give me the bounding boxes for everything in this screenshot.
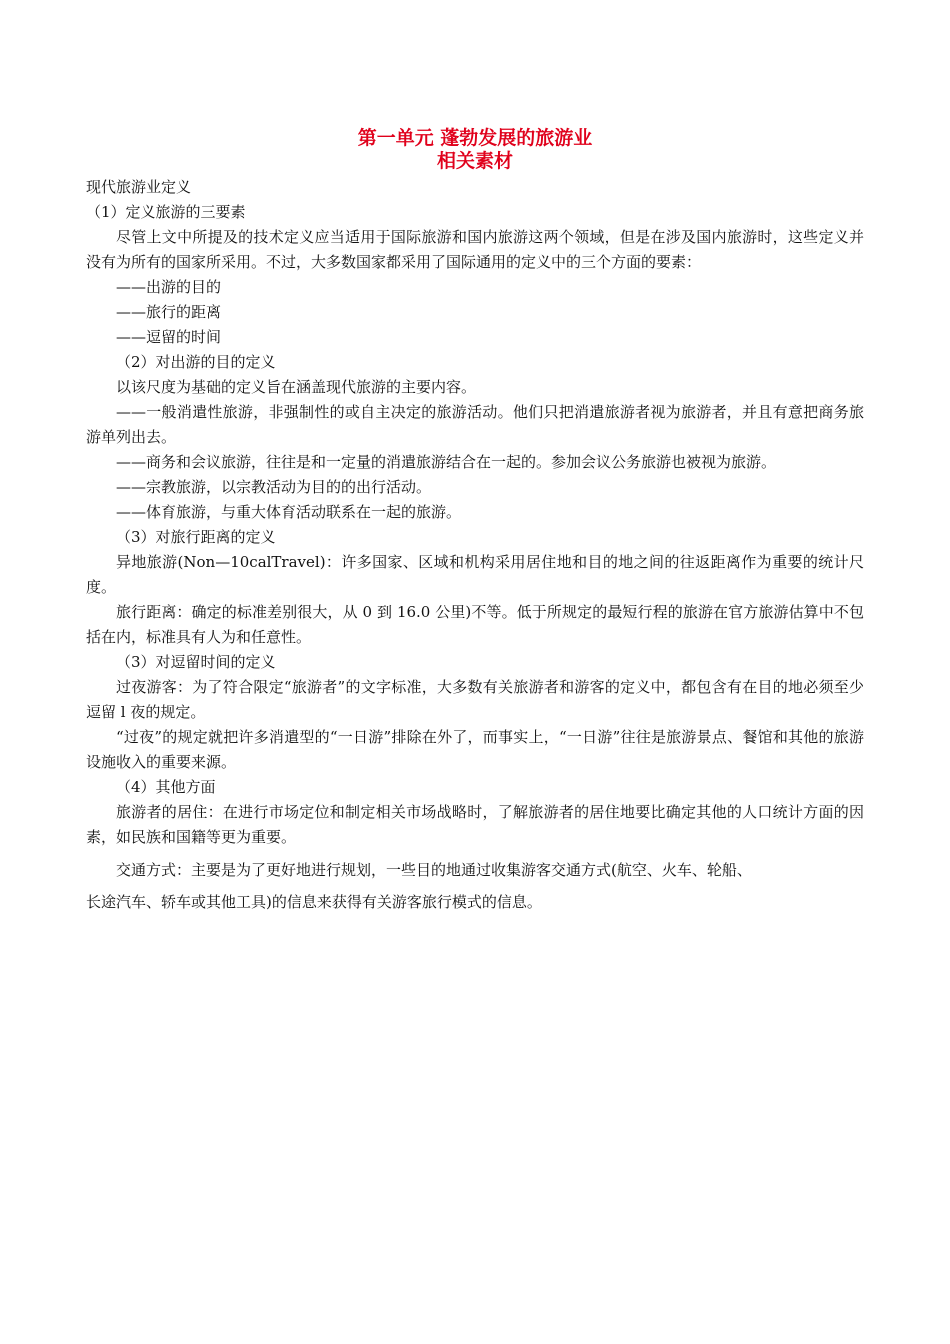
subsection-heading-4: （3）对逗留时间的定义 — [116, 653, 276, 671]
paragraph-travel-distance: 旅行距离：确定的标准差别很大，从 0 到 16.0 公里)不等。低于所规定的最短行程的旅游在官方旅游估算中不包括在内，标准具有人为和任意性。 — [86, 603, 864, 646]
paragraph-residence: 旅游者的居住：在进行市场定位和制定相关市场战略时，了解旅游者的居住地要比确定其他的人口统计方面的因素，如民族和国籍等更为重要。 — [86, 803, 864, 846]
paragraph-overnight-visitor: 过夜游客：为了符合限定“旅游者”的文字标准，大多数有关旅游者和游客的定义中，都包含有在目的地必须至少逗留 l 夜的规定。 — [86, 678, 864, 721]
list-item: ——出游的目的 — [116, 278, 222, 296]
subsection-heading-2: （2）对出游的目的定义 — [116, 353, 276, 371]
subsection-heading-3: （3）对旅行距离的定义 — [116, 528, 276, 546]
subsection-heading-1: （1）定义旅游的三要素 — [86, 203, 246, 221]
paragraph-transport-line1: 交通方式：主要是为了更好地进行规划，一些目的地通过收集游客交通方式(航空、火车、轮船、 — [116, 861, 752, 879]
document-title: 第一单元 蓬勃发展的旅游业 — [357, 127, 593, 149]
paragraph-leisure-travel: ——一般消遣性旅游，非强制性的或自主决定的旅游活动。他们只把消遣旅游者视为旅游者，并且有意把商务旅游单列出去。 — [86, 403, 864, 446]
paragraph-business-travel: ——商务和会议旅游，往往是和一定量的消遣旅游结合在一起的。参加会议公务旅游也被视为旅游。 — [116, 453, 777, 471]
paragraph-religious-travel: ——宗教旅游，以宗教活动为目的的出行活动。 — [116, 478, 432, 496]
paragraph-purpose-intro: 以该尺度为基础的定义旨在涵盖现代旅游的主要内容。 — [116, 378, 477, 396]
paragraph-day-trip: “过夜”的规定就把许多消遣型的“一日游”排除在外了，而事实上，“一日游”往往是旅游景点、餐馆和其他的旅游设施收入的重要来源。 — [86, 728, 864, 771]
paragraph-sports-travel: ——体育旅游，与重大体育活动联系在一起的旅游。 — [116, 503, 462, 521]
list-item: ——逗留的时间 — [116, 328, 222, 346]
document-body — [86, 175, 864, 915]
section-heading: 现代旅游业定义 — [86, 178, 192, 196]
paragraph-elements: 尽管上文中所提及的技术定义应当适用于国际旅游和国内旅游这两个领域，但是在涉及国内旅游时，这些定义并没有为所有的国家所采用。不过，大多数国家都采用了国际通用的定义中的三个方面的要素： — [86, 228, 864, 271]
list-item: ——旅行的距离 — [116, 303, 222, 321]
subsection-heading-5: （4）其他方面 — [116, 778, 216, 796]
paragraph-non-local-travel: 异地旅游(Non—10calTravel)：许多国家、区域和机构采用居住地和目的地之间的往返距离作为重要的统计尺度。 — [86, 553, 864, 596]
document-subtitle: 相关素材 — [436, 150, 513, 172]
paragraph-transport-line2: 长途汽车、轿车或其他工具)的信息来获得有关游客旅行模式的信息。 — [86, 893, 542, 911]
